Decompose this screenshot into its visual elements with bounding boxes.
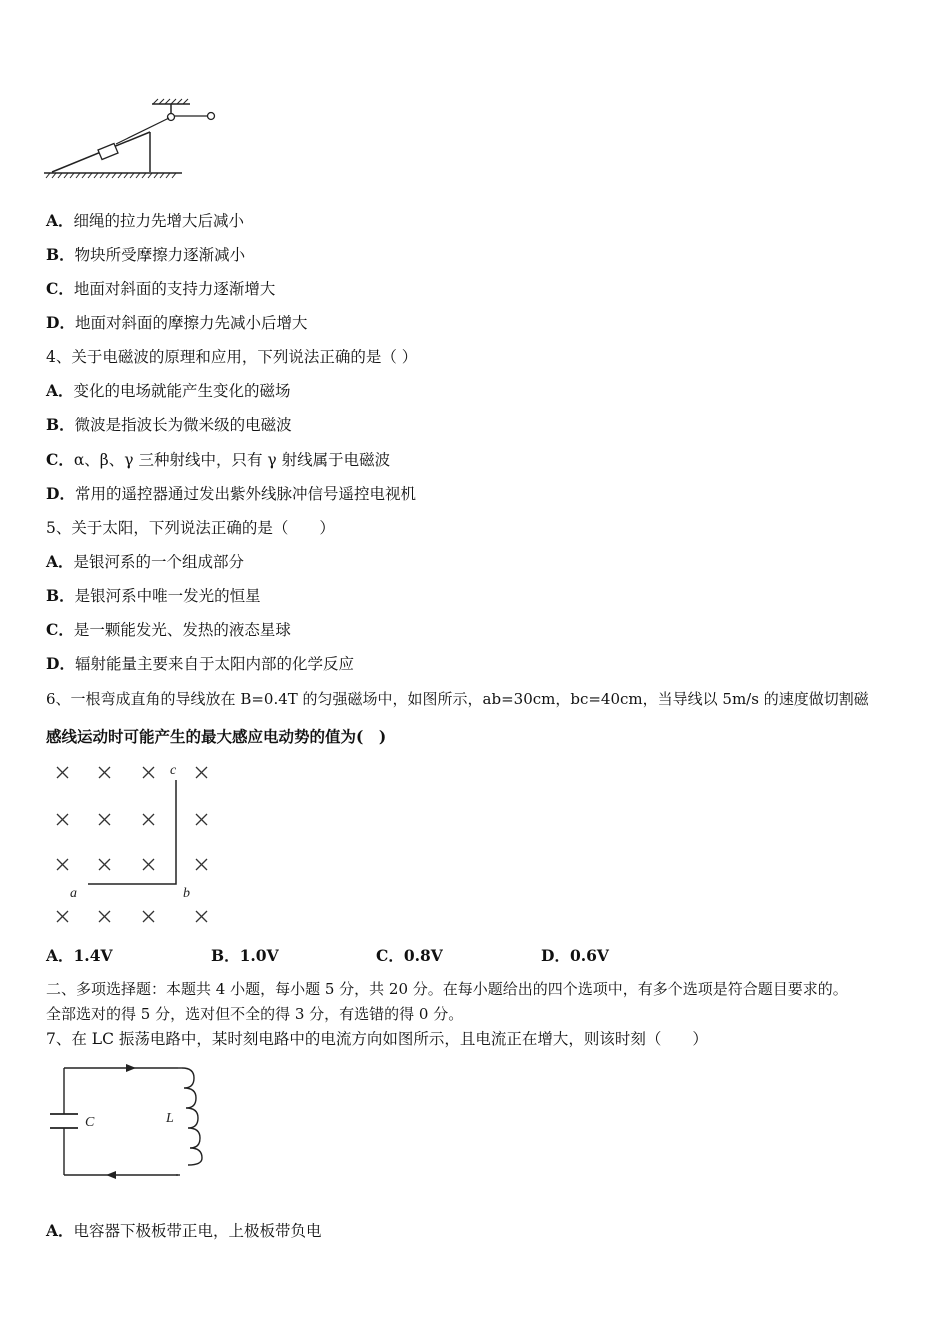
q5-stem: 5、关于太阳，下列说法正确的是（ ） xyxy=(46,519,335,537)
q4-option-a: A．变化的电场就能产生变化的磁场 xyxy=(46,381,291,400)
q7-stem: 7、在 LC 振荡电路中，某时刻电路中的电流方向如图所示，且电流正在增大，则该时刻（ ） xyxy=(46,1030,708,1048)
section2-line2: 全部选对的得 5 分，选对但不全的得 3 分，有选错的得 0 分。 xyxy=(46,1005,464,1023)
q6-stem-line1: 6、一根弯成直角的导线放在 B=0.4T 的匀强磁场中，如图所示，ab=30cm，bc=40cm，当导线以 5m/s 的速度做切割磁 xyxy=(46,690,869,708)
current-arrow-bottom xyxy=(106,1171,116,1179)
lc-circuit-figure xyxy=(46,1058,206,1184)
label-L: L xyxy=(166,1111,174,1126)
q4-stem: 4、关于电磁波的原理和应用，下列说法正确的是（ ） xyxy=(46,348,418,366)
q6-choice-c: C．0.8V xyxy=(376,946,443,965)
q4-option-b: B．微波是指波长为微米级的电磁波 xyxy=(46,415,292,434)
q3-option-d: D．地面对斜面的摩擦力先减小后增大 xyxy=(46,313,308,332)
incline-figure xyxy=(40,96,230,182)
q3-option-a: A．细绳的拉力先增大后减小 xyxy=(46,211,245,230)
q6-choice-b: B．1.0V xyxy=(211,946,279,965)
q5-option-b: B．是银河系中唯一发光的恒星 xyxy=(46,586,261,605)
label-b: b xyxy=(183,886,190,901)
q6-stem-line2: 感线运动时可能产生的最大感应电动势的值为( ) xyxy=(46,727,387,746)
q5-option-c: C．是一颗能发光、发热的液态星球 xyxy=(46,620,291,639)
section2-line1: 二、多项选择题：本题共 4 小题，每小题 5 分，共 20 分。在每小题给出的四个选项中，有多个选项是符合题目要求的。 xyxy=(46,980,848,998)
current-arrow-top xyxy=(126,1064,136,1072)
q7-option-a: A．电容器下极板带正电，上极板带负电 xyxy=(46,1221,322,1240)
q6-choice-a: A．1.4V xyxy=(46,946,113,965)
q4-option-d: D．常用的遥控器通过发出紫外线脉冲信号遥控电视机 xyxy=(46,484,416,503)
q3-option-b: B．物块所受摩擦力逐渐减小 xyxy=(46,245,246,264)
label-c: c xyxy=(170,763,177,778)
q4-option-c: C．α、β、γ 三种射线中，只有 γ 射线属于电磁波 xyxy=(46,450,391,469)
q5-option-a: A．是银河系的一个组成部分 xyxy=(46,552,245,571)
label-a: a xyxy=(70,886,77,901)
magnetic-field-figure xyxy=(46,758,226,933)
label-C: C xyxy=(85,1115,95,1130)
q5-option-d: D．辐射能量主要来自于太阳内部的化学反应 xyxy=(46,654,354,673)
q3-option-c: C．地面对斜面的支持力逐渐增大 xyxy=(46,279,276,298)
q6-choice-d: D．0.6V xyxy=(541,946,609,965)
inductor-coil xyxy=(182,1068,202,1165)
